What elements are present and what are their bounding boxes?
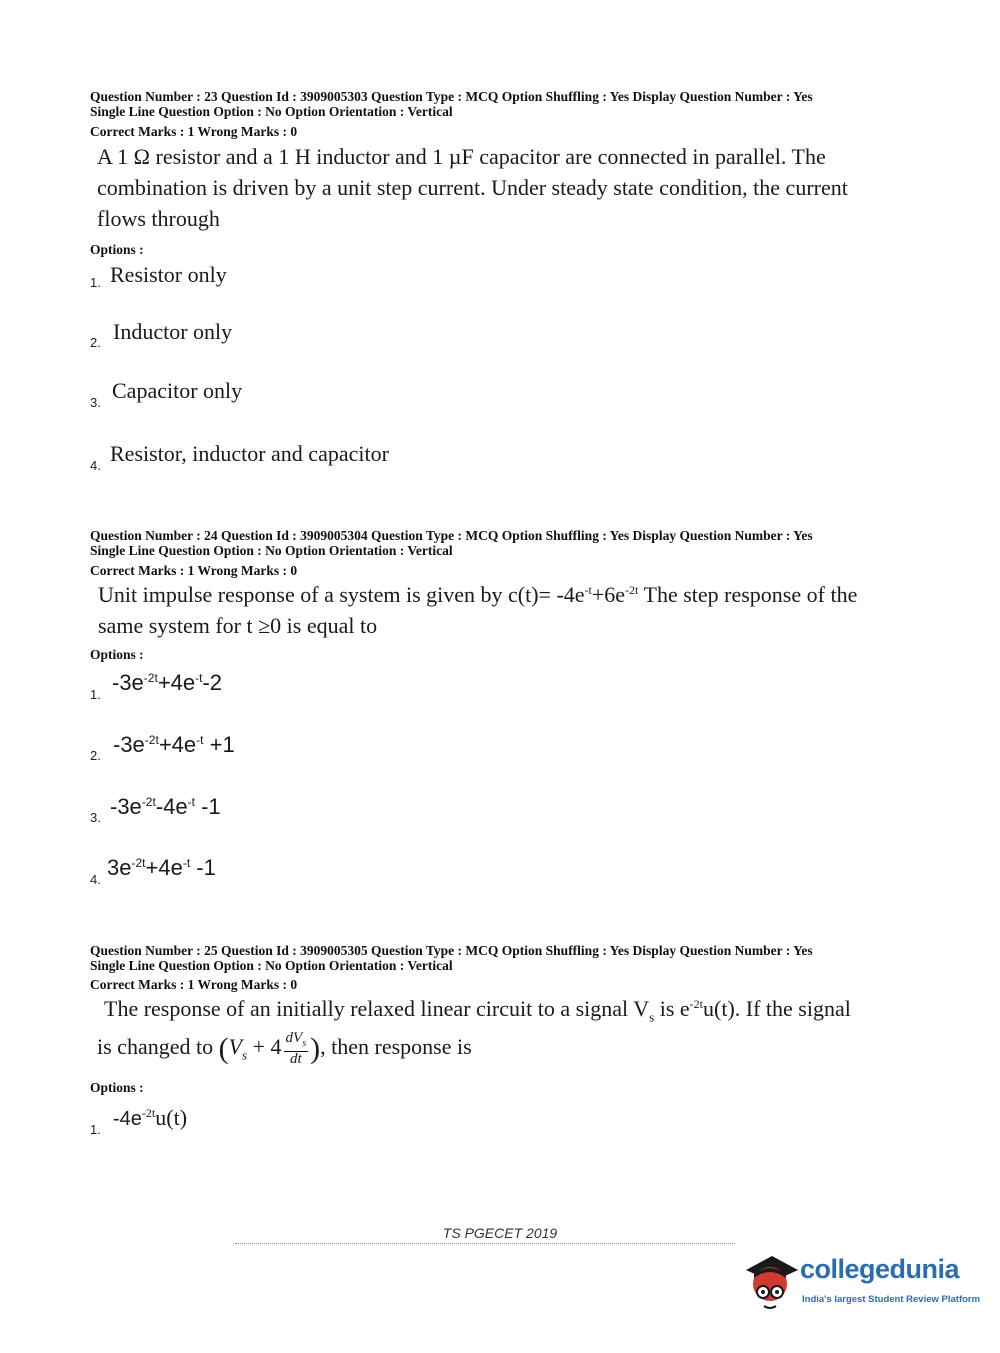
q23-text-line: flows through [97,206,220,231]
option-number: 1. [90,1122,101,1137]
option-text: Capacitor only [112,378,243,403]
q25-marks: Correct Marks : 1 Wrong Marks : 0 [90,977,298,992]
derivative-fraction: $\frac{dV_s}{dt}$ [285,1030,307,1067]
q23-meta-line2: Single Line Question Option : No Option Orientation : Vertical [90,104,453,119]
q25-meta-line1: Question Number : 25 Question Id : 3909005305 Question Type : MCQ Option Shuffling : Yes Display Question Number : Yes [90,943,813,958]
text-segment: The step response of the [638,582,858,607]
q24-question-text [98,579,857,641]
q24-marks: Correct Marks : 1 Wrong Marks : 0 [90,563,298,578]
option-text: Resistor, inductor and capacitor [110,441,389,466]
q24-meta-line1: Question Number : 24 Question Id : 3909005304 Question Type : MCQ Option Shuffling : Yes Display Question Number : Yes [90,528,813,543]
option-text: $-3e^{-2t}-4e^{-t}$ -1 [110,794,221,819]
q24-text-line: same system for t ≥0 is equal to [98,613,378,638]
logo-name: collegedunia [800,1254,960,1284]
option-number: 4. [90,458,101,473]
mascot-icon [742,1248,800,1312]
collegedunia-logo[interactable] [742,1248,982,1318]
q23-text-line: combination is driven by a unit step current. Under steady state condition, the current [97,175,848,200]
superscript: -t [584,583,592,597]
option-text: $-4e^{-2t}u(t)$ [113,1105,188,1130]
option-number: 4. [90,872,101,887]
option-text: $-3e^{-2t}+4e^{-t} +1$ [113,732,235,757]
q23-marks: Correct Marks : 1 Wrong Marks : 0 [90,124,298,139]
option-number: 2. [90,748,101,763]
logo-tagline: India's largest Student Review Platform [802,1294,981,1305]
text-segment: Unit impulse response of a system is given by c(t)= -4e [98,582,585,607]
option-number: 1. [90,687,101,702]
q23-text-line: A 1 Ω resistor and a 1 H inductor and 1 µF capacitor are connected in parallel. The [97,144,826,169]
q25-question-line1: The response of an initially relaxed linear circuit to a signal $V_s$ is $e^{-2t}u(t)$. If the signal [104,996,851,1025]
q24-meta-line2: Single Line Question Option : No Option Orientation : Vertical [90,543,453,558]
q23-meta-line1: Question Number : 23 Question Id : 3909005303 Question Type : MCQ Option Shuffling : Yes Display Question Number : Yes [90,89,813,104]
q25-meta-line2: Single Line Question Option : No Option Orientation : Vertical [90,958,453,973]
option-number: 1. [90,275,101,290]
option-text: $-3e^{-2t}+4e^{-t}-2$ [112,670,223,695]
q25-options-label: Options : [90,1080,144,1095]
q25-question-line2: is changed to ($V_s + 4$ $\frac{dV_s}{dt}$ ), then response is [97,1030,472,1067]
option-number: 3. [90,810,101,825]
option-text: $3e^{-2t}+4e^{-t}$ -1 [107,855,216,880]
exam-footer: TS PGECET 2019 [442,1225,558,1241]
q23-options-label: Options : [90,242,144,257]
q24-text-line [98,579,857,610]
text-segment: +6e [591,582,626,607]
option-number: 3. [90,395,101,410]
q24-options-label: Options : [90,647,144,662]
option-text: Inductor only [113,319,233,344]
option-text: Resistor only [110,262,227,287]
option-number: 2. [90,335,101,350]
q23-question-text [97,141,848,234]
footer-divider [235,1243,735,1244]
superscript: -2t [625,583,639,597]
